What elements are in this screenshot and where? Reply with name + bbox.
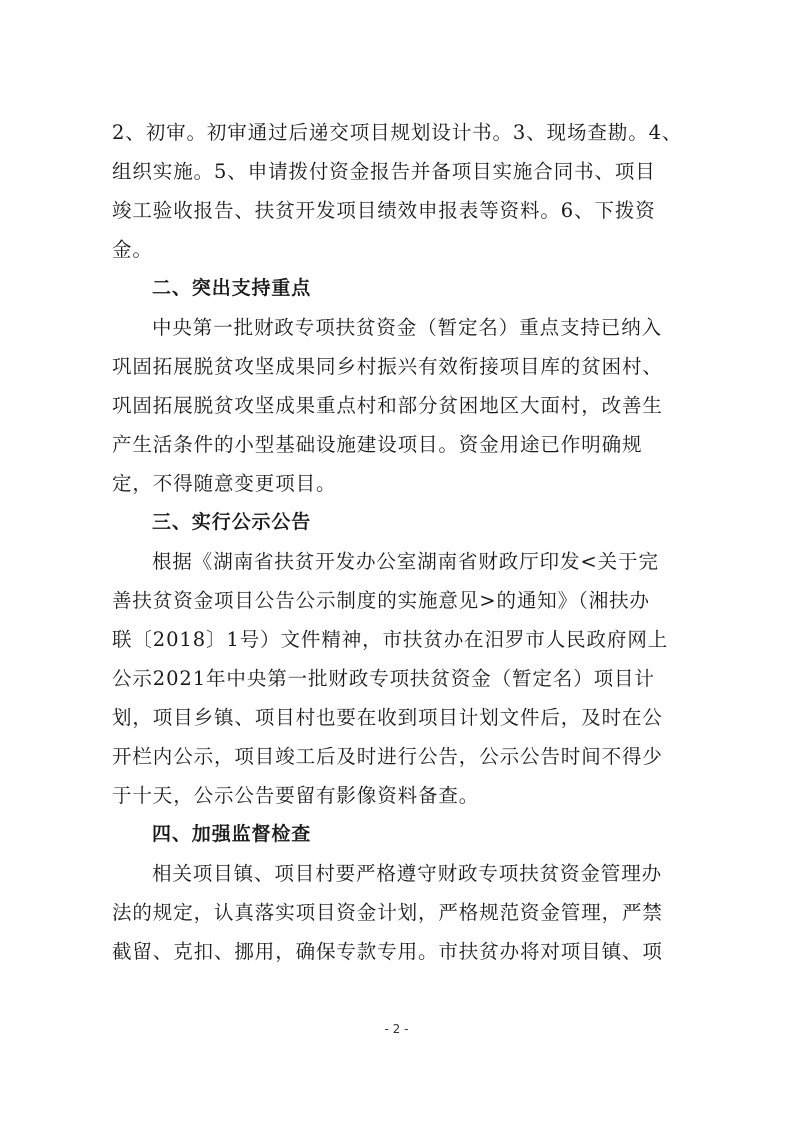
section-heading-2: 二、突出支持重点 [152, 277, 312, 299]
section-heading-3: 三、实行公示公告 [152, 511, 312, 533]
paragraph-line: 竣工验收报告、扶贫开发项目绩效申报表等资料。6、下拨资 [112, 199, 656, 222]
paragraph-line: 产生活条件的小型基础设施建设项目。资金用途已作明确规 [112, 433, 643, 456]
paragraph-line: 中央第一批财政专项扶贫资金（暂定名）重点支持已纳入 [152, 316, 663, 339]
paragraph-line: 法的规定，认真落实项目资金计划，严格规范资金管理，严禁 [112, 901, 663, 924]
paragraph-line: 相关项目镇、项目村要严格遵守财政专项扶贫资金管理办 [152, 862, 663, 885]
paragraph-line: 巩固拓展脱贫攻坚成果同乡村振兴有效衔接项目库的贫困村、 [112, 355, 663, 378]
paragraph-line: 开栏内公示，项目竣工后及时进行公告，公示公告时间不得少 [112, 745, 663, 768]
paragraph-line: 截留、克扣、挪用，确保专款专用。市扶贫办将对项目镇、项 [112, 940, 663, 963]
paragraph-line: 2、初审。初审通过后递交项目规划设计书。3、现场查勘。4、 [112, 121, 683, 144]
section-heading-4: 四、加强监督检查 [152, 823, 312, 845]
paragraph-line: 金。 [112, 238, 153, 261]
paragraph-line: 巩固拓展脱贫攻坚成果重点村和部分贫困地区大面村，改善生 [112, 394, 663, 417]
paragraph-line: 于十天，公示公告要留有影像资料备查。 [112, 784, 480, 807]
paragraph-line: 善扶贫资金项目公告公示制度的实施意见>的通知》（湘扶办 [112, 589, 650, 612]
paragraph-line: 根据《湖南省扶贫开发办公室湖南省财政厅印发<关于完 [152, 550, 659, 573]
paragraph-line: 定，不得随意变更项目。 [112, 472, 337, 495]
page-number: - 2 - [384, 1022, 409, 1036]
paragraph-line: 联〔2018〕1号）文件精神，市扶贫办在汨罗市人民政府网上 [112, 628, 669, 651]
body-text [112, 113, 694, 971]
paragraph-line: 组织实施。5、申请拨付资金报告并备项目实施合同书、项目 [112, 160, 656, 183]
paragraph-line: 公示2021年中央第一批财政专项扶贫资金（暂定名）项目计 [112, 667, 655, 690]
paragraph-line: 划，项目乡镇、项目村也要在收到项目计划文件后，及时在公 [112, 706, 663, 729]
